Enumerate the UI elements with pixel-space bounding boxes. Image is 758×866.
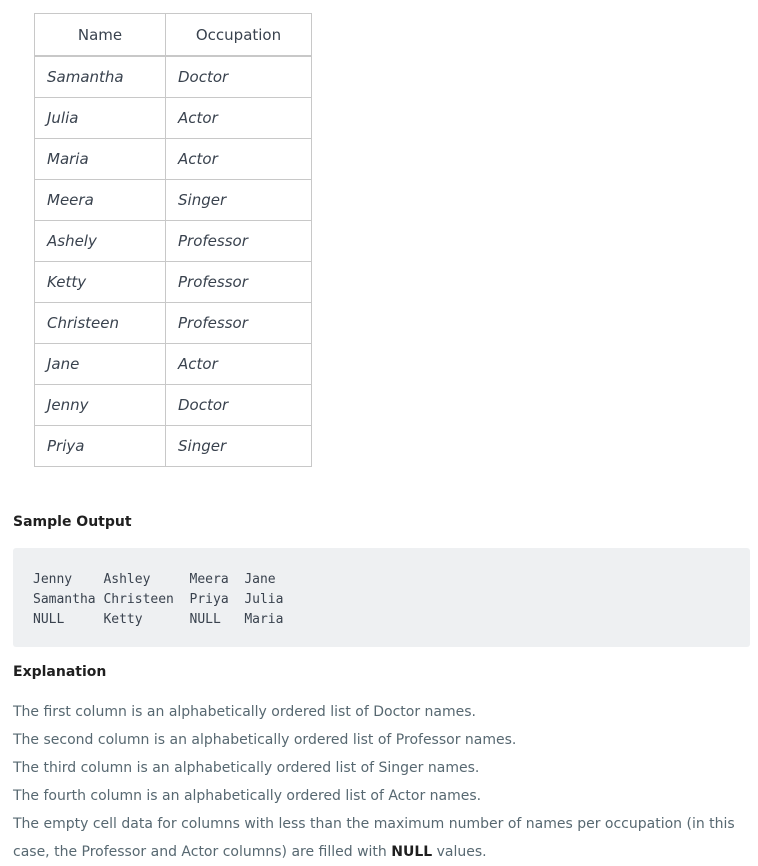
cell-occupation: Actor xyxy=(166,344,312,385)
cell-occupation: Professor xyxy=(166,303,312,344)
occupations-table xyxy=(34,13,312,467)
explanation-line: The first column is an alphabetically ordered list of Doctor names. xyxy=(13,704,476,720)
table-row xyxy=(35,139,312,180)
header-name: Name xyxy=(35,14,166,57)
cell-occupation: Actor xyxy=(166,98,312,139)
table-row xyxy=(35,56,312,98)
cell-name: Christeen xyxy=(35,303,166,344)
cell-name: Jane xyxy=(35,344,166,385)
sample-output-code xyxy=(13,548,750,647)
table-row xyxy=(35,303,312,344)
code-line: Samantha Christeen Priya Julia xyxy=(33,592,284,607)
table-row xyxy=(35,344,312,385)
cell-name: Julia xyxy=(35,98,166,139)
table-row xyxy=(35,98,312,139)
table-row xyxy=(35,180,312,221)
cell-name: Ashely xyxy=(35,221,166,262)
table-row xyxy=(35,262,312,303)
cell-occupation: Professor xyxy=(166,221,312,262)
cell-name: Meera xyxy=(35,180,166,221)
explanation-final-text: The empty cell data for columns with less than the maximum number of names per occupation (in this case, the Professor and Actor columns) are filled with xyxy=(13,816,735,860)
cell-name: Maria xyxy=(35,139,166,180)
explanation-final-paragraph xyxy=(13,810,750,866)
table-header-row xyxy=(35,14,312,57)
table-row xyxy=(35,221,312,262)
explanation-line: The second column is an alphabetically ordered list of Professor names. xyxy=(13,732,517,748)
explanation-body xyxy=(13,698,750,866)
header-occupation: Occupation xyxy=(166,14,312,57)
cell-name: Ketty xyxy=(35,262,166,303)
code-line: NULL Ketty NULL Maria xyxy=(33,612,284,627)
table-row xyxy=(35,385,312,426)
cell-name: Samantha xyxy=(35,56,166,98)
cell-occupation: Professor xyxy=(166,262,312,303)
cell-name: Priya xyxy=(35,426,166,467)
cell-occupation: Doctor xyxy=(166,56,312,98)
table-row xyxy=(35,426,312,467)
explanation-line: The fourth column is an alphabetically ordered list of Actor names. xyxy=(13,788,482,804)
explanation-final-suffix: values. xyxy=(432,844,487,860)
sample-output-heading: Sample Output xyxy=(13,514,132,530)
explanation-line: The third column is an alphabetically ordered list of Singer names. xyxy=(13,760,480,776)
cell-name: Jenny xyxy=(35,385,166,426)
cell-occupation: Singer xyxy=(166,180,312,221)
explanation-heading: Explanation xyxy=(13,664,107,680)
cell-occupation: Singer xyxy=(166,426,312,467)
code-line: Jenny Ashley Meera Jane xyxy=(33,572,276,587)
null-keyword: NULL xyxy=(391,844,433,860)
cell-occupation: Doctor xyxy=(166,385,312,426)
cell-occupation: Actor xyxy=(166,139,312,180)
